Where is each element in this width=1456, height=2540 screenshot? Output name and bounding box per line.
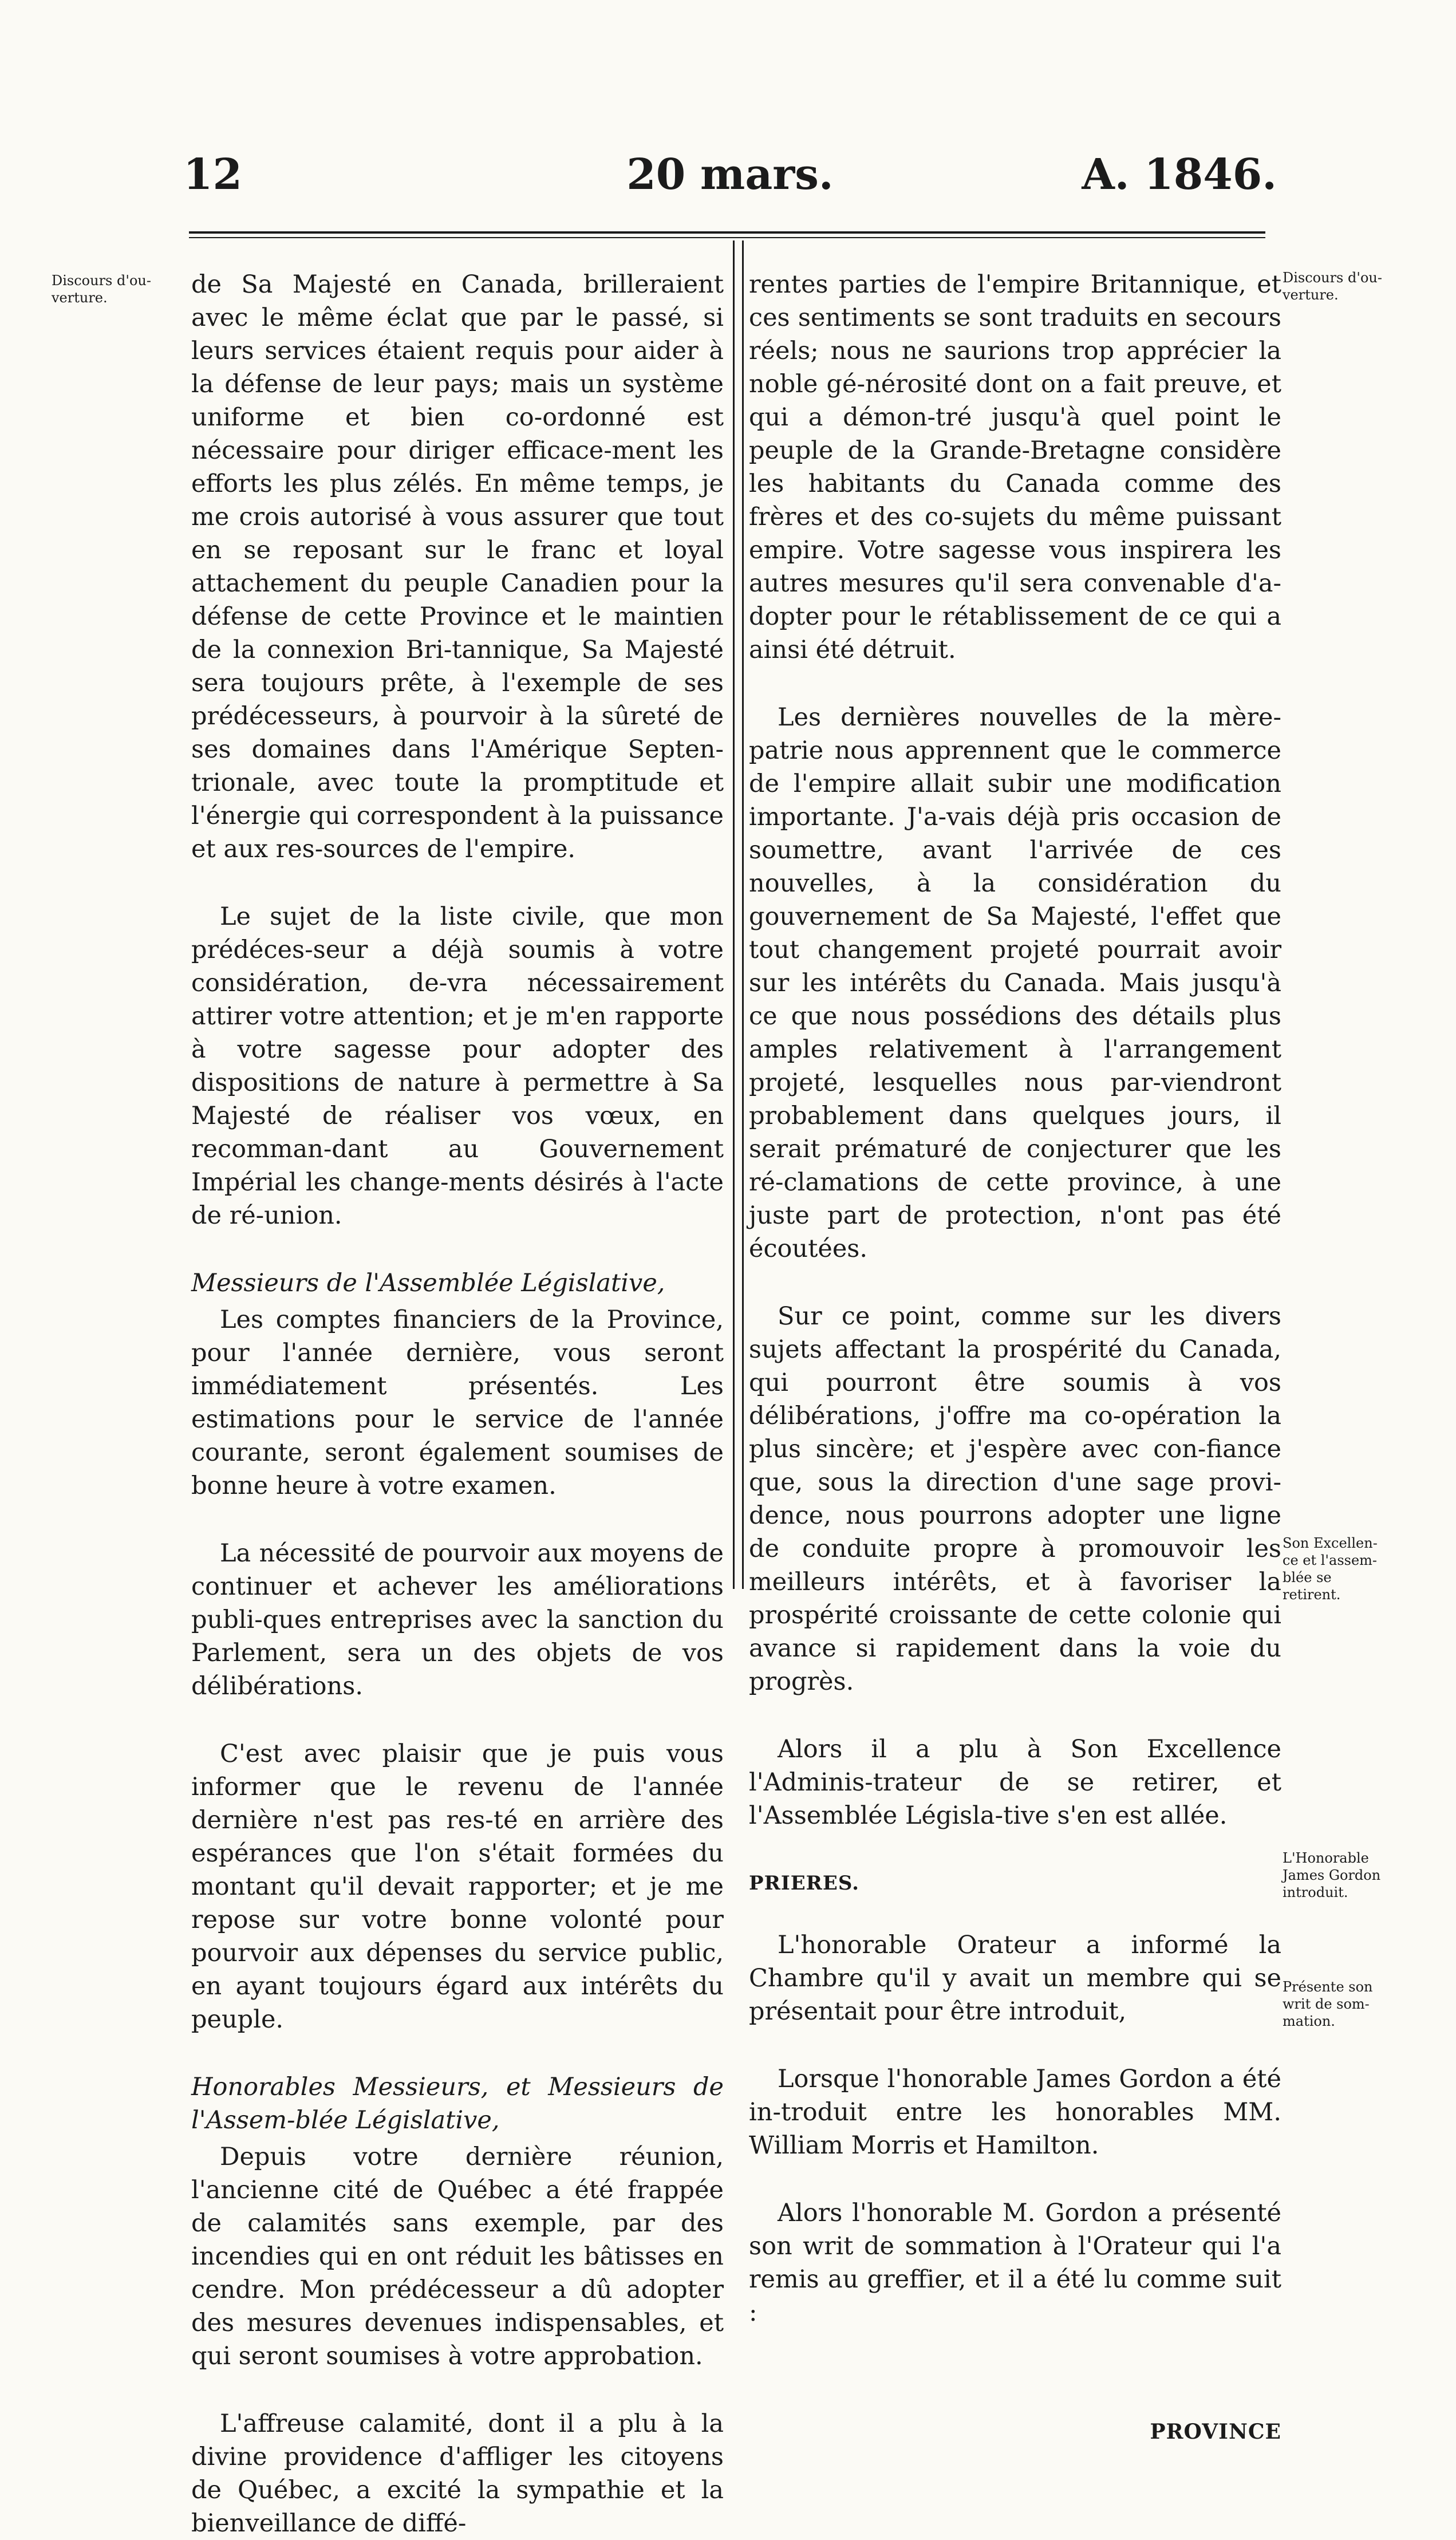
right-paragraph-3: Sur ce point, comme sur les divers sujets affectant la prospérité du Canada, qui pourront être soumis à vos délibérations, j'offre ma co-opération la plus sincère; et j'espère avec con-fiance que, sous la direction d'une sage provi-dence, nous pourrons adopter une ligne de conduite propre à promouvoir les meilleurs intérêts, et à favoriser la prospérité croissante de cette colonie qui avance si rapidement dans la voie du progrès. (749, 1302, 1281, 1696)
margin-note-honorable-gordon: L'Honorable James Gordon introduit. (1283, 1850, 1381, 1900)
column-divider-left (733, 240, 735, 1589)
left-heading-honorables: Honorables Messieurs, et Messieurs de l'Assem-blée Législative, (191, 2073, 724, 2135)
right-paragraph-5: L'honorable Orateur a informé la Chambre qu'il y avait un membre qui se présentait pour être introduit, (749, 1931, 1281, 2026)
margin-note-discours-right: Discours d'ou-verture. (1283, 270, 1382, 303)
prieres-heading: PRIERES. (749, 1872, 859, 1895)
left-paragraph-2: Le sujet de la liste civile, que mon prédéces-seur a déjà soumis à votre considération, de-vra nécessairement attirer votre attention; et je m'en rapporte à votre sagesse pour adopter des dispositions de nature à permettre à Sa Majesté de réaliser vos vœux, en recomman-dant au Gouvernement Impérial les change-ments désirés à l'acte de ré-union. (191, 902, 724, 1230)
right-paragraph-7: Alors l'honorable M. Gordon a présenté son writ de sommation à l'Orateur qui l'a remis au greffier, et il a été lu comme suit : (749, 2199, 1281, 2327)
margin-note-son-excellence: Son Excellen-ce et l'assem-blée se retirent. (1283, 1535, 1378, 1603)
header-rule-thin (189, 237, 1265, 238)
left-paragraph-5: C'est avec plaisir que je puis vous informer que le revenu de l'année dernière n'est pas res-té en arrière des espérances que l'on s'était formées du montant qu'il devait rapporter; et je me repose sur votre bonne volonté pour pourvoir aux dépenses du service public, en ayant toujours égard aux intérêts du peuple. (191, 1740, 724, 2034)
left-heading-assemblee: Messieurs de l'Assemblée Législative, (191, 1269, 665, 1297)
catchword-province: PROVINCE (1150, 2420, 1281, 2444)
column-divider-right (742, 240, 744, 1589)
margin-note-presente-writ: Présente son writ de som-mation. (1283, 1979, 1373, 2029)
left-paragraph-6: Depuis votre dernière réunion, l'ancienne cité de Québec a été frappée de calamités sans exemple, par des incendies qui en ont réduit les bâtisses en cendre. Mon prédécesseur a dû adopter des mesures devenues indispensables, et qui seront soumises à votre approbation. (191, 2143, 724, 2371)
right-paragraph-4: Alors il a plu à Son Excellence l'Adminis-trateur de se retirer, et l'Assemblée Législa-tive s'en est allée. (749, 1735, 1281, 1830)
right-paragraph-6: Lorsque l'honorable James Gordon a été in-troduit entre les honorables MM. William Morris et Hamilton. (749, 2065, 1281, 2160)
left-paragraph-1: de Sa Majesté en Canada, brilleraient avec le même éclat que par le passé, si leurs services étaient requis pour aider à la défense de leur pays; mais un système uniforme et bien co-ordonné est nécessaire pour diriger efficace-ment les efforts les plus zélés. En même temps, je me crois autorisé à vous assurer que tout en se reposant sur le franc et loyal attachement du peuple Canadien pour la défense de cette Province et le maintien de la connexion Bri-tannique, Sa Majesté sera toujours prête, à l'exemple de ses prédécesseurs, à pourvoir à la sûreté de ses domaines dans l'Amérique Septen-trionale, avec toute la promptitude et l'énergie qui correspondent à la puissance et aux res-sources de l'empire. (191, 270, 724, 863)
page-number: 12 (183, 150, 242, 199)
right-paragraph-1: rentes parties de l'empire Britannique, et ces sentiments se sont traduits en secours réels; nous ne saurions trop apprécier la noble gé-nérosité dont on a fait preuve, et qui a démon-tré jusqu'à quel point le peuple de la Grande-Bretagne considère les habitants du Canada comme des frères et des co-sujets du même puissant empire. Votre sagesse vous inspirera les autres mesures qu'il sera convenable d'a-dopter pour le rétablissement de ce qui a ainsi été détruit. (749, 270, 1281, 664)
left-paragraph-4: La nécessité de pourvoir aux moyens de continuer et achever les améliorations publi-ques entreprises avec la sanction du Parlement, sera un des objets de vos délibérations. (191, 1539, 724, 1701)
page-year: A. 1846. (1082, 150, 1277, 199)
margin-note-discours-left: Discours d'ou-verture. (52, 273, 151, 306)
page-header (183, 150, 1277, 213)
right-column (749, 268, 1281, 2444)
left-column (191, 268, 724, 2538)
page-date: 20 mars. (626, 150, 834, 199)
header-rule-thick (189, 231, 1265, 234)
right-paragraph-2: Les dernières nouvelles de la mère-patrie nous apprennent que le commerce de l'empire allait subir une modification importante. J'a-vais déjà pris occasion de soumettre, avant l'arrivée de ces nouvelles, à la considération du gouvernement de Sa Majesté, l'effet que tout changement projeté pourrait avoir sur les intérêts du Canada. Mais jusqu'à ce que nous possédions des détails plus amples relativement à l'arrangement projeté, lesquelles nous par-viendront probablement dans quelques jours, il serait prématuré de conjecturer que les ré-clamations de cette province, à une juste part de protection, n'ont pas été écoutées. (749, 703, 1281, 1263)
left-paragraph-7: L'affreuse calamité, dont il a plu à la divine providence d'affliger les citoyens de Québec, a excité la sympathie et la bienveillance de diffé- (191, 2409, 724, 2538)
left-paragraph-3: Les comptes financiers de la Province, pour l'année dernière, vous seront immédiatement présentés. Les estimations pour le service de l'année courante, seront également soumises de bonne heure à votre examen. (191, 1306, 724, 1500)
